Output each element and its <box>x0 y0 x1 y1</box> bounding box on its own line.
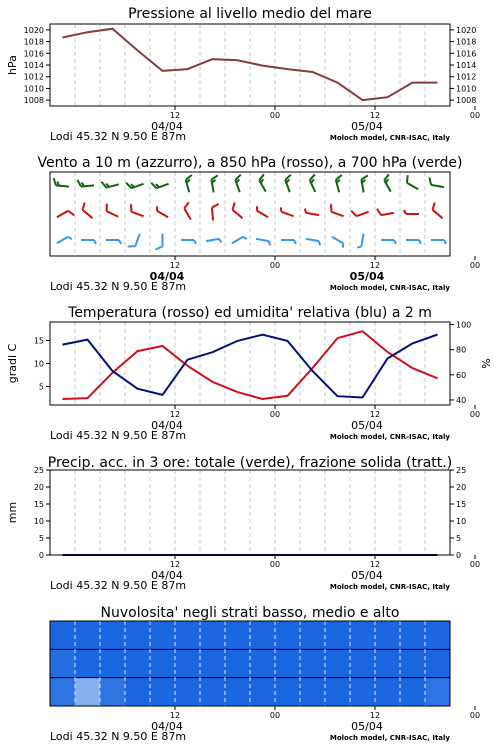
wind-barb-10m-13 <box>381 240 396 244</box>
wind-barb-850hPa-8 <box>255 206 270 217</box>
x-tick-label-3-0: 12 <box>169 560 181 569</box>
y-tick-label-right-2-1: 60 <box>456 370 467 380</box>
cloud-cell-alto-9 <box>275 621 301 649</box>
wind-barb-700hPa-10 <box>308 174 321 191</box>
cloud-cell-alto-15 <box>425 621 451 649</box>
cloud-cell-basso-1 <box>75 678 101 706</box>
date-label-4-0: 04/04 <box>151 720 183 733</box>
cloud-cell-basso-15 <box>425 678 451 706</box>
y-axis-label-temperature: gradi C <box>6 343 19 384</box>
wind-barb-shape-850hPa-3 <box>129 204 146 216</box>
wind-barb-10m-9 <box>281 240 296 244</box>
wind-barb-shape-700hPa-3 <box>126 177 143 189</box>
wind-barb-700hPa-13 <box>383 174 397 191</box>
y-tick-label-left-3-3: 15 <box>33 500 44 509</box>
wind-barb-10m-14 <box>406 240 421 244</box>
wind-barb-700hPa-2 <box>102 178 119 189</box>
wind-barb-700hPa-1 <box>77 178 94 186</box>
wind-barb-shape-700hPa-12 <box>361 175 371 192</box>
cloud-cell-alto-0 <box>50 621 76 649</box>
cloud-cell-medio-6 <box>200 649 226 677</box>
y-tick-label-right-3-5: 25 <box>456 466 467 475</box>
y-tick-label-right-0-1: 1010 <box>456 84 477 94</box>
cloud-cell-medio-14 <box>400 649 426 677</box>
credit-label-0: Moloch model, CNR-ISAC, Italy <box>329 134 450 142</box>
wind-barb-700hPa-3 <box>126 177 143 189</box>
y-tick-label-right-0-3: 1014 <box>456 61 477 70</box>
cloud-cell-basso-7 <box>225 678 251 706</box>
credit-label-2: Moloch model, CNR-ISAC, Italy <box>329 433 450 441</box>
y-tick-label-left-3-0: 0 <box>38 551 44 560</box>
location-label-4: Lodi 45.32 N 9.50 E 87m <box>50 730 187 743</box>
cloud-cell-alto-12 <box>350 621 376 649</box>
wind-barb-850hPa-11 <box>329 204 346 216</box>
wind-barb-shape-700hPa-6 <box>211 175 221 192</box>
wind-barb-10m-11 <box>330 237 345 248</box>
wind-barb-10m-12 <box>357 233 364 248</box>
wind-barb-shape-850hPa-5 <box>183 202 197 219</box>
cloud-cell-medio-0 <box>50 649 76 677</box>
cloud-cell-alto-11 <box>325 621 351 649</box>
wind-barb-shape-850hPa-11 <box>329 204 346 216</box>
y-tick-label-right-3-4: 20 <box>456 483 467 492</box>
wind-barb-700hPa-14 <box>404 175 421 189</box>
wind-barb-shape-850hPa-4 <box>155 206 170 217</box>
y-tick-label-left-2-0: 5 <box>38 382 44 392</box>
cloud-cell-basso-11 <box>325 678 351 706</box>
cloud-cell-alto-3 <box>125 621 151 649</box>
wind-barb-shape-850hPa-14 <box>404 210 419 214</box>
x-tick-label-2-0: 12 <box>169 410 181 419</box>
wind-barb-shape-850hPa-12 <box>351 205 368 217</box>
wind-barb-700hPa-5 <box>185 175 196 192</box>
cloud-cell-alto-13 <box>375 621 401 649</box>
credit-label-3: Moloch model, CNR-ISAC, Italy <box>329 583 450 591</box>
wind-barb-shape-10m-14 <box>406 240 421 244</box>
wind-barb-shape-10m-0 <box>57 236 72 247</box>
y-tick-label-right-2-0: 40 <box>456 395 467 405</box>
location-label-0: Lodi 45.32 N 9.50 E 87m <box>50 130 187 143</box>
wind-barb-700hPa-12 <box>361 175 371 192</box>
date-label-0-0: 04/04 <box>151 120 183 133</box>
cloud-cell-medio-5 <box>175 649 201 677</box>
credit-label-1: Moloch model, CNR-ISAC, Italy <box>329 284 450 292</box>
wind-barb-850hPa-9 <box>280 207 295 216</box>
cloud-cell-medio-15 <box>425 649 451 677</box>
date-label-2-1: 05/04 <box>351 419 383 432</box>
panel-title-3: Precip. acc. in 3 ore: totale (verde), frazione solida (tratt.) <box>47 455 453 471</box>
wind-barb-10m-2 <box>106 240 121 244</box>
y-tick-label-left-3-4: 20 <box>33 483 44 492</box>
x-tick-label-2-3: 00 <box>469 410 481 419</box>
wind-barb-700hPa-4 <box>151 177 168 189</box>
cloud-cell-alto-7 <box>225 621 251 649</box>
wind-barb-shape-10m-12 <box>357 233 364 248</box>
x-tick-label-0-2: 12 <box>369 111 381 120</box>
wind-barb-shape-700hPa-2 <box>102 178 119 189</box>
wind-barb-850hPa-12 <box>351 205 368 217</box>
cloud-cell-medio-4 <box>150 649 176 677</box>
wind-barb-shape-850hPa-2 <box>104 204 121 217</box>
wind-barb-shape-10m-5 <box>181 240 196 244</box>
wind-barb-shape-10m-11 <box>330 237 345 248</box>
wind-barb-shape-10m-1 <box>81 240 96 244</box>
wind-barb-10m-15 <box>431 240 446 244</box>
cloud-cell-alto-2 <box>100 621 126 649</box>
x-tick-label-0-1: 00 <box>269 111 281 120</box>
wind-barb-shape-10m-13 <box>381 240 396 244</box>
cloud-cell-basso-2 <box>100 678 126 706</box>
wind-barb-850hPa-7 <box>230 203 247 219</box>
panel-title-1: Vento a 10 m (azzurro), a 850 hPa (rosso), a 700 hPa (verde) <box>37 155 463 171</box>
cloud-cell-alto-6 <box>200 621 226 649</box>
wind-barb-shape-10m-3 <box>128 231 140 248</box>
cloud-cell-basso-8 <box>250 678 276 706</box>
wind-barb-shape-10m-15 <box>431 240 446 244</box>
y-tick-label-right-0-4: 1016 <box>456 49 477 59</box>
wind-barb-shape-850hPa-10 <box>304 209 319 216</box>
y-tick-label-left-0-5: 1018 <box>23 37 44 47</box>
y-tick-label-left-3-5: 25 <box>33 466 44 475</box>
wind-barb-shape-700hPa-10 <box>308 174 321 191</box>
cloud-cell-medio-7 <box>225 649 251 677</box>
wind-barb-shape-700hPa-5 <box>185 175 196 192</box>
y-tick-label-left-0-6: 1020 <box>23 25 44 35</box>
wind-barb-10m-3 <box>128 231 140 248</box>
wind-barb-850hPa-3 <box>129 204 146 216</box>
date-label-4-1: 05/04 <box>351 720 383 733</box>
cloud-cell-basso-4 <box>150 678 176 706</box>
date-label-1-1: 05/04 <box>349 270 385 283</box>
wind-barb-10m-6 <box>206 239 221 246</box>
wind-barb-700hPa-0 <box>53 178 70 186</box>
y-tick-label-right-0-2: 1012 <box>456 72 477 82</box>
y-axis-label-pressure: hPa <box>6 55 19 75</box>
wind-barb-shape-700hPa-8 <box>258 174 272 191</box>
x-tick-label-3-1: 00 <box>269 560 281 569</box>
wind-barb-700hPa-7 <box>234 175 246 192</box>
x-tick-label-0-0: 12 <box>169 111 181 120</box>
x-tick-label-4-0: 12 <box>169 711 181 720</box>
y-tick-label-right-3-0: 0 <box>456 551 462 560</box>
wind-barb-shape-700hPa-14 <box>404 175 421 189</box>
x-tick-label-0-3: 00 <box>469 111 481 120</box>
x-tick-label-4-1: 00 <box>269 711 281 720</box>
wind-barb-700hPa-15 <box>428 177 445 187</box>
date-label-3-0: 04/04 <box>151 569 183 582</box>
wind-barb-850hPa-6 <box>212 204 220 221</box>
wind-barb-shape-850hPa-8 <box>255 206 270 217</box>
cloud-cell-alto-8 <box>250 621 276 649</box>
credit-label-4: Moloch model, CNR-ISAC, Italy <box>329 734 450 742</box>
y-axis-label-humidity: % <box>480 358 493 369</box>
wind-barb-10m-1 <box>81 240 96 244</box>
wind-barb-shape-10m-9 <box>281 240 296 244</box>
y-tick-label-right-0-5: 1018 <box>456 37 477 47</box>
x-tick-label-3-2: 12 <box>369 560 381 569</box>
y-tick-label-left-3-1: 5 <box>38 534 44 543</box>
y-tick-label-left-0-4: 1016 <box>23 49 44 59</box>
wind-barb-shape-700hPa-11 <box>335 175 346 192</box>
cloud-cell-medio-13 <box>375 649 401 677</box>
cloud-cell-medio-2 <box>100 649 126 677</box>
x-tick-label-1-3: 00 <box>469 261 481 270</box>
y-tick-label-right-3-3: 15 <box>456 500 467 509</box>
wind-barb-shape-850hPa-0 <box>57 209 74 223</box>
x-tick-label-3-3: 00 <box>469 560 481 569</box>
cloud-cell-basso-12 <box>350 678 376 706</box>
wind-barb-10m-10 <box>305 239 320 246</box>
wind-barb-700hPa-9 <box>284 175 296 192</box>
wind-barb-850hPa-5 <box>183 202 197 219</box>
wind-barb-10m-0 <box>57 236 72 247</box>
y-tick-label-right-0-0: 1008 <box>456 96 477 106</box>
y-tick-label-left-0-0: 1008 <box>23 96 44 106</box>
wind-barb-850hPa-1 <box>80 203 97 219</box>
y-tick-label-left-0-1: 1010 <box>23 84 44 94</box>
y-tick-label-right-2-2: 80 <box>456 345 467 355</box>
cloud-cell-basso-13 <box>375 678 401 706</box>
x-tick-label-4-2: 12 <box>369 711 381 720</box>
wind-barb-850hPa-13 <box>377 206 394 216</box>
wind-barb-shape-10m-7 <box>232 236 247 247</box>
y-tick-label-left-0-2: 1012 <box>23 72 44 82</box>
wind-barb-700hPa-11 <box>335 175 346 192</box>
cloud-cell-medio-10 <box>300 649 326 677</box>
panel-title-4: Nuvolosita' negli strati basso, medio e alto <box>100 605 400 621</box>
wind-barb-shape-850hPa-9 <box>280 207 295 216</box>
cloud-cell-basso-3 <box>125 678 151 706</box>
cloud-cell-medio-11 <box>325 649 351 677</box>
cloud-cell-alto-5 <box>175 621 201 649</box>
wind-barb-shape-850hPa-13 <box>377 206 394 216</box>
wind-barb-shape-10m-8 <box>255 239 270 246</box>
date-label-0-1: 05/04 <box>351 120 383 133</box>
x-tick-label-1-0: 12 <box>169 261 181 270</box>
x-tick-label-1-1: 00 <box>269 261 281 270</box>
wind-barb-shape-850hPa-1 <box>80 203 97 219</box>
x-tick-label-2-1: 00 <box>269 410 281 419</box>
wind-barb-shape-700hPa-15 <box>428 177 445 187</box>
location-label-3: Lodi 45.32 N 9.50 E 87m <box>50 579 187 592</box>
wind-barb-shape-700hPa-4 <box>151 177 168 189</box>
y-tick-label-left-2-1: 10 <box>33 359 44 369</box>
wind-barb-850hPa-2 <box>104 204 121 217</box>
wind-barb-850hPa-4 <box>155 206 170 217</box>
x-tick-label-4-3: 00 <box>469 711 481 720</box>
wind-barb-shape-10m-10 <box>305 239 320 246</box>
cloud-cell-alto-10 <box>300 621 326 649</box>
location-label-2: Lodi 45.32 N 9.50 E 87m <box>50 429 187 442</box>
wind-barb-shape-700hPa-7 <box>234 175 246 192</box>
cloud-cell-medio-8 <box>250 649 276 677</box>
y-axis-label-precipitation: mm <box>6 501 19 524</box>
cloud-cell-alto-4 <box>150 621 176 649</box>
location-label-1: Lodi 45.32 N 9.50 E 87m <box>50 280 187 293</box>
y-tick-label-right-0-6: 1020 <box>456 25 477 35</box>
wind-barb-10m-8 <box>255 239 270 246</box>
cloud-cell-basso-14 <box>400 678 426 706</box>
date-label-2-0: 04/04 <box>151 419 183 432</box>
wind-barb-700hPa-8 <box>258 174 272 191</box>
wind-barb-shape-700hPa-0 <box>53 178 70 186</box>
panel-title-2: Temperatura (rosso) ed umidita' relativa (blu) a 2 m <box>68 305 432 321</box>
y-tick-label-left-2-2: 15 <box>33 336 44 346</box>
wind-barb-850hPa-0 <box>57 209 74 223</box>
panel-title-0: Pressione al livello medio del mare <box>128 6 372 22</box>
date-label-3-1: 05/04 <box>351 569 383 582</box>
wind-barb-10m-4 <box>156 234 163 250</box>
cloud-cell-basso-9 <box>275 678 301 706</box>
wind-barb-shape-10m-6 <box>206 239 221 246</box>
wind-barb-shape-10m-2 <box>106 240 121 244</box>
y-tick-label-right-3-1: 5 <box>456 534 462 543</box>
wind-barb-shape-850hPa-6 <box>212 204 220 221</box>
y-tick-label-right-2-3: 100 <box>456 320 472 330</box>
wind-barb-shape-700hPa-1 <box>77 178 94 186</box>
cloud-cell-basso-10 <box>300 678 326 706</box>
cloud-cell-medio-9 <box>275 649 301 677</box>
wind-barb-700hPa-6 <box>211 175 221 192</box>
wind-barb-850hPa-15 <box>430 203 447 219</box>
cloud-cell-alto-14 <box>400 621 426 649</box>
cloud-cell-medio-3 <box>125 649 151 677</box>
cloud-cell-medio-1 <box>75 649 101 677</box>
wind-barb-shape-850hPa-7 <box>230 203 247 219</box>
cloud-cell-basso-5 <box>175 678 201 706</box>
cloud-cell-basso-0 <box>50 678 76 706</box>
wind-barb-shape-700hPa-13 <box>383 174 397 191</box>
cloud-cell-alto-1 <box>75 621 101 649</box>
y-tick-label-left-0-3: 1014 <box>23 61 44 70</box>
cloud-cell-medio-12 <box>350 649 376 677</box>
wind-barb-850hPa-14 <box>404 210 419 214</box>
y-tick-label-right-3-2: 10 <box>456 517 467 526</box>
wind-barb-850hPa-10 <box>304 209 319 216</box>
date-label-1-0: 04/04 <box>149 270 185 283</box>
x-tick-label-2-2: 12 <box>369 410 381 419</box>
plot-frame-0 <box>50 24 450 106</box>
wind-barb-10m-5 <box>181 240 196 244</box>
cloud-cell-basso-6 <box>200 678 226 706</box>
wind-barb-shape-10m-4 <box>156 234 163 250</box>
wind-barb-shape-850hPa-15 <box>430 203 447 219</box>
wind-barb-10m-7 <box>232 236 247 247</box>
y-tick-label-left-3-2: 10 <box>33 517 44 526</box>
wind-barb-shape-700hPa-9 <box>284 175 296 192</box>
x-tick-label-1-2: 12 <box>369 261 381 270</box>
